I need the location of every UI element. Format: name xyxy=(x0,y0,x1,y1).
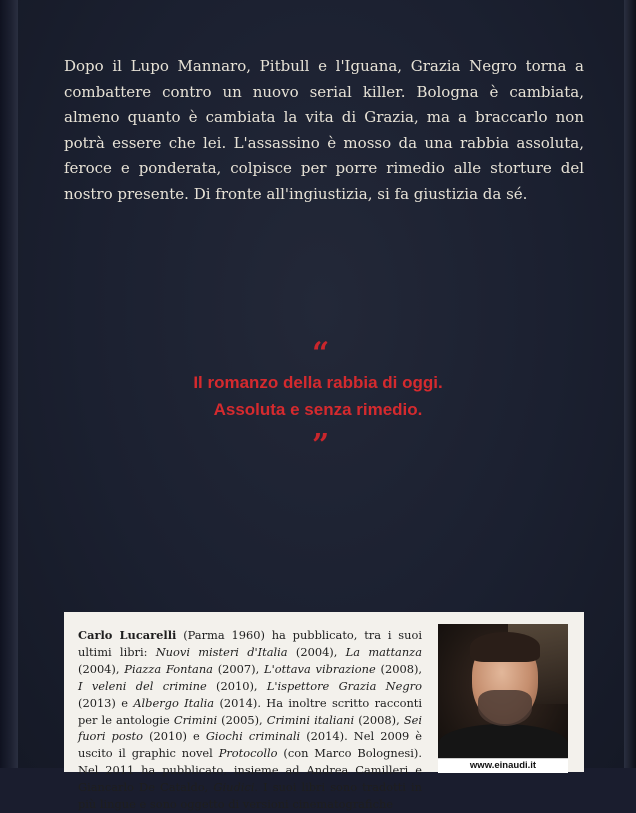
book-title: L'ottava vibrazione xyxy=(264,661,376,676)
photo-hair xyxy=(470,632,540,662)
bio-text: (2004), xyxy=(287,644,346,659)
book-title: Giochi criminali xyxy=(205,729,301,744)
bio-text: (2007), xyxy=(212,661,265,676)
pull-quote xyxy=(130,369,506,423)
bio-text: (con Marco Bolognesi). Nel 2011 ha pubblicato, insieme ad Andrea Camilleri e Giancarlo De Cataldo, xyxy=(78,746,422,795)
bio-text: (2008), xyxy=(375,661,423,676)
bio-text: (2013) e xyxy=(78,695,134,710)
quote-open-mark: “ xyxy=(312,336,326,371)
book-title: Crimini xyxy=(173,712,218,727)
bio-text: (2014). Ha inoltre scritto racconti per le antologie xyxy=(78,695,423,727)
publisher-url-strip xyxy=(438,758,568,773)
bio-text: (Parma 1960) ha pubblicato, tra i suoi ultimi libri: xyxy=(78,628,422,659)
bio-text: (2004), xyxy=(78,661,125,676)
bio-text: (2005), xyxy=(217,712,267,727)
book-title: Crimini italiani xyxy=(266,712,355,727)
bio-text: . I suoi libri sono tradotti in più lingue e sono oggetto di versioni cinematografiche xyxy=(78,780,422,812)
pull-quote-line-1: Il romanzo della rabbia di oggi. xyxy=(193,373,443,392)
bio-text: (2008), xyxy=(354,712,404,727)
book-title: Giudici xyxy=(213,780,255,795)
book-title: Nuovi misteri d'Italia xyxy=(155,644,288,659)
book-title: I veleni del crimine xyxy=(78,678,207,693)
blurb-text: Dopo il Lupo Mannaro, Pitbull e l'Iguana, Grazia Negro torna a combattere contro un nuovo serial killer. Bologna è cambiata, almeno quanto è cambiata la vita di Grazia, ma a braccarlo non potrà essere che lei. L'assassino è mosso da una rabbia assoluta, feroce e ponderata, colpisce per porre rimedio alle storture del nostro presente. Di fronte all'ingiustizia, si fa giustizia da sé. xyxy=(64,57,584,203)
bio-text: (2010) e xyxy=(143,729,206,744)
photo-beard xyxy=(478,690,532,726)
book-title: Piazza Fontana xyxy=(124,661,213,676)
photo-shoulders xyxy=(438,724,568,758)
author-bio xyxy=(78,627,422,813)
book-title: Protocollo xyxy=(218,746,278,761)
book-title: Sei fuori posto xyxy=(78,712,423,744)
pull-quote-line-2: Assoluta e senza rimedio. xyxy=(213,400,423,419)
publisher-url[interactable]: www.einaudi.it xyxy=(469,760,537,771)
book-edge-right xyxy=(624,0,636,768)
author-photo xyxy=(438,624,568,758)
book-title: La mattanza xyxy=(345,644,422,659)
bio-text: (2010), xyxy=(206,678,267,693)
book-title: Albergo Italia xyxy=(133,695,215,710)
quote-close-mark: ” xyxy=(312,428,326,463)
book-edge-left xyxy=(0,0,18,768)
book-title: L'ispettore Grazia Negro xyxy=(266,678,422,693)
author-name: Carlo Lucarelli xyxy=(78,628,177,642)
bio-text: (2014). Nel 2009 è uscito il graphic novel xyxy=(78,729,423,761)
